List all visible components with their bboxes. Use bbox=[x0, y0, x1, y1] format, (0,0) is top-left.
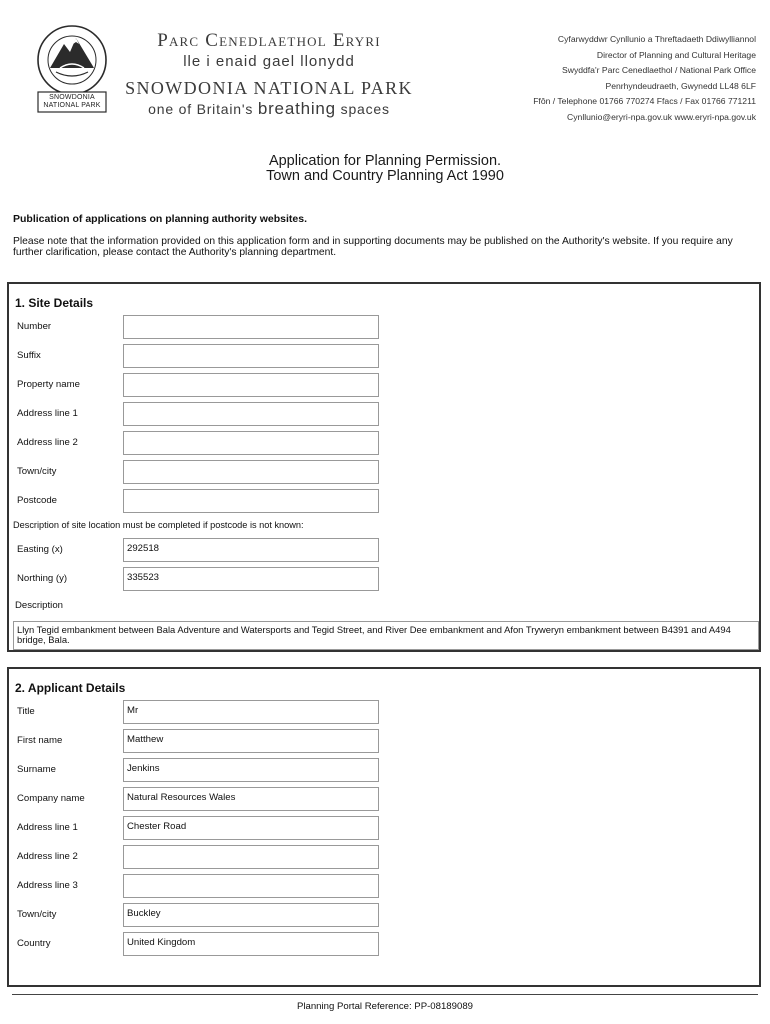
section-title: 2. Applicant Details bbox=[15, 681, 126, 695]
tagline-start: one of Britain's bbox=[148, 101, 254, 117]
field-label: Address line 1 bbox=[17, 408, 78, 419]
field-first-name bbox=[15, 729, 755, 753]
contact-line: Cyfarwyddwr Cynllunio a Threftadaeth Ddiwylliannol bbox=[557, 34, 756, 44]
property-name-input[interactable] bbox=[123, 373, 379, 397]
location-note: Description of site location must be completed if postcode is not known: bbox=[13, 520, 304, 530]
number-input[interactable] bbox=[123, 315, 379, 339]
easting-input[interactable]: 292518 bbox=[123, 538, 379, 562]
title-line-1: Application for Planning Permission. bbox=[268, 153, 502, 169]
field-label: Company name bbox=[17, 793, 85, 804]
field-label: Town/city bbox=[17, 466, 57, 477]
field-suffix bbox=[15, 344, 755, 368]
field-address-line-3 bbox=[15, 874, 755, 898]
northing-input[interactable]: 335523 bbox=[123, 567, 379, 591]
town-city-input[interactable]: Buckley bbox=[123, 903, 379, 927]
footer-divider bbox=[12, 994, 758, 995]
description-textarea[interactable]: Llyn Tegid embankment between Bala Adventure and Watersports and Tegid Street, and River Dee embankment and Afon Tryweryn embankment between B4391 and A494 bridge, Bala. bbox=[13, 621, 759, 650]
field-label: Country bbox=[17, 938, 51, 949]
title-line-2: Town and Country Planning Act 1990 bbox=[266, 168, 504, 184]
field-label: Title bbox=[17, 706, 35, 717]
tagline-end: spaces bbox=[340, 101, 390, 117]
contact-block bbox=[533, 32, 756, 126]
park-names bbox=[124, 30, 414, 119]
field-title bbox=[15, 700, 755, 724]
field-label: Address line 3 bbox=[17, 880, 78, 891]
field-label: Address line 1 bbox=[17, 822, 78, 833]
field-label: Address line 2 bbox=[17, 851, 78, 862]
contact-line: Ffôn / Telephone 01766 770274 Ffacs / Fax 01766 771211 bbox=[533, 96, 756, 107]
company-name-input[interactable]: Natural Resources Wales bbox=[123, 787, 379, 811]
english-tagline bbox=[124, 99, 414, 119]
section-title: 1. Site Details bbox=[15, 296, 94, 310]
address-line-2-input[interactable] bbox=[123, 431, 379, 455]
field-number bbox=[15, 315, 755, 339]
field-label: First name bbox=[17, 735, 63, 746]
suffix-input[interactable] bbox=[123, 344, 379, 368]
welsh-park-name: Parc Cenedlaethol Eryri bbox=[157, 30, 381, 51]
postcode-input[interactable] bbox=[123, 489, 379, 513]
field-country bbox=[15, 932, 755, 956]
country-input[interactable]: United Kingdom bbox=[123, 932, 379, 956]
contact-line: Cynllunio@eryri-npa.gov.uk www.eryri-npa.gov.uk bbox=[567, 111, 756, 122]
field-label: Surname bbox=[17, 764, 56, 775]
field-label: Northing (y) bbox=[17, 573, 68, 584]
field-easting bbox=[15, 538, 755, 562]
letterhead bbox=[0, 0, 770, 130]
english-park-name: SNOWDONIA NATIONAL PARK bbox=[125, 78, 413, 98]
field-address-line-1 bbox=[15, 816, 755, 840]
town-city-input[interactable] bbox=[123, 460, 379, 484]
logo-text-line: SNOWDONIA bbox=[49, 94, 95, 101]
document-title bbox=[0, 154, 770, 184]
tagline-emphasis: breathing bbox=[257, 99, 336, 118]
field-postcode bbox=[15, 489, 755, 513]
surname-input[interactable]: Jenkins bbox=[123, 758, 379, 782]
publication-note: Please note that the information provided on this application form and in supporting documents may be published on the Authority's website. If you require any further clarification, please contact the Authority's planning department. bbox=[13, 236, 733, 258]
field-address-line-1 bbox=[15, 402, 755, 426]
field-town-city bbox=[15, 903, 755, 927]
first-name-input[interactable]: Matthew bbox=[123, 729, 379, 753]
welsh-tagline: lle i enaid gael llonydd bbox=[183, 53, 355, 70]
field-address-line-2 bbox=[15, 845, 755, 869]
snowdonia-logo bbox=[34, 24, 110, 116]
publication-heading: Publication of applications on planning authority websites. bbox=[13, 213, 308, 225]
logo-text-line: NATIONAL PARK bbox=[43, 101, 101, 109]
field-label: Suffix bbox=[17, 350, 41, 361]
field-label: Property name bbox=[17, 379, 80, 390]
field-address-line-2 bbox=[15, 431, 755, 455]
address-line-3-input[interactable] bbox=[123, 874, 379, 898]
planning-portal-reference: Planning Portal Reference: PP-08189089 bbox=[296, 1001, 473, 1012]
description-label: Description bbox=[15, 600, 63, 611]
field-property-name bbox=[15, 373, 755, 397]
field-company-name bbox=[15, 787, 755, 811]
field-surname bbox=[15, 758, 755, 782]
address-line-1-input[interactable] bbox=[123, 402, 379, 426]
field-label: Easting (x) bbox=[17, 544, 63, 555]
site-details-section bbox=[7, 282, 761, 652]
field-label: Town/city bbox=[17, 909, 57, 920]
address-line-2-input[interactable] bbox=[123, 845, 379, 869]
address-line-1-input[interactable]: Chester Road bbox=[123, 816, 379, 840]
field-label: Number bbox=[17, 321, 52, 332]
field-label: Postcode bbox=[17, 495, 58, 506]
contact-line: Penrhyndeudraeth, Gwynedd LL48 6LF bbox=[605, 80, 756, 91]
field-town-city bbox=[15, 460, 755, 484]
contact-line: Director of Planning and Cultural Heritage bbox=[596, 49, 756, 60]
contact-line: Swyddfa'r Parc Cenedlaethol / National Park Office bbox=[562, 65, 756, 76]
field-label: Address line 2 bbox=[17, 437, 78, 448]
field-northing bbox=[15, 567, 755, 591]
applicant-details-section bbox=[7, 667, 761, 987]
title-input[interactable]: Mr bbox=[123, 700, 379, 724]
